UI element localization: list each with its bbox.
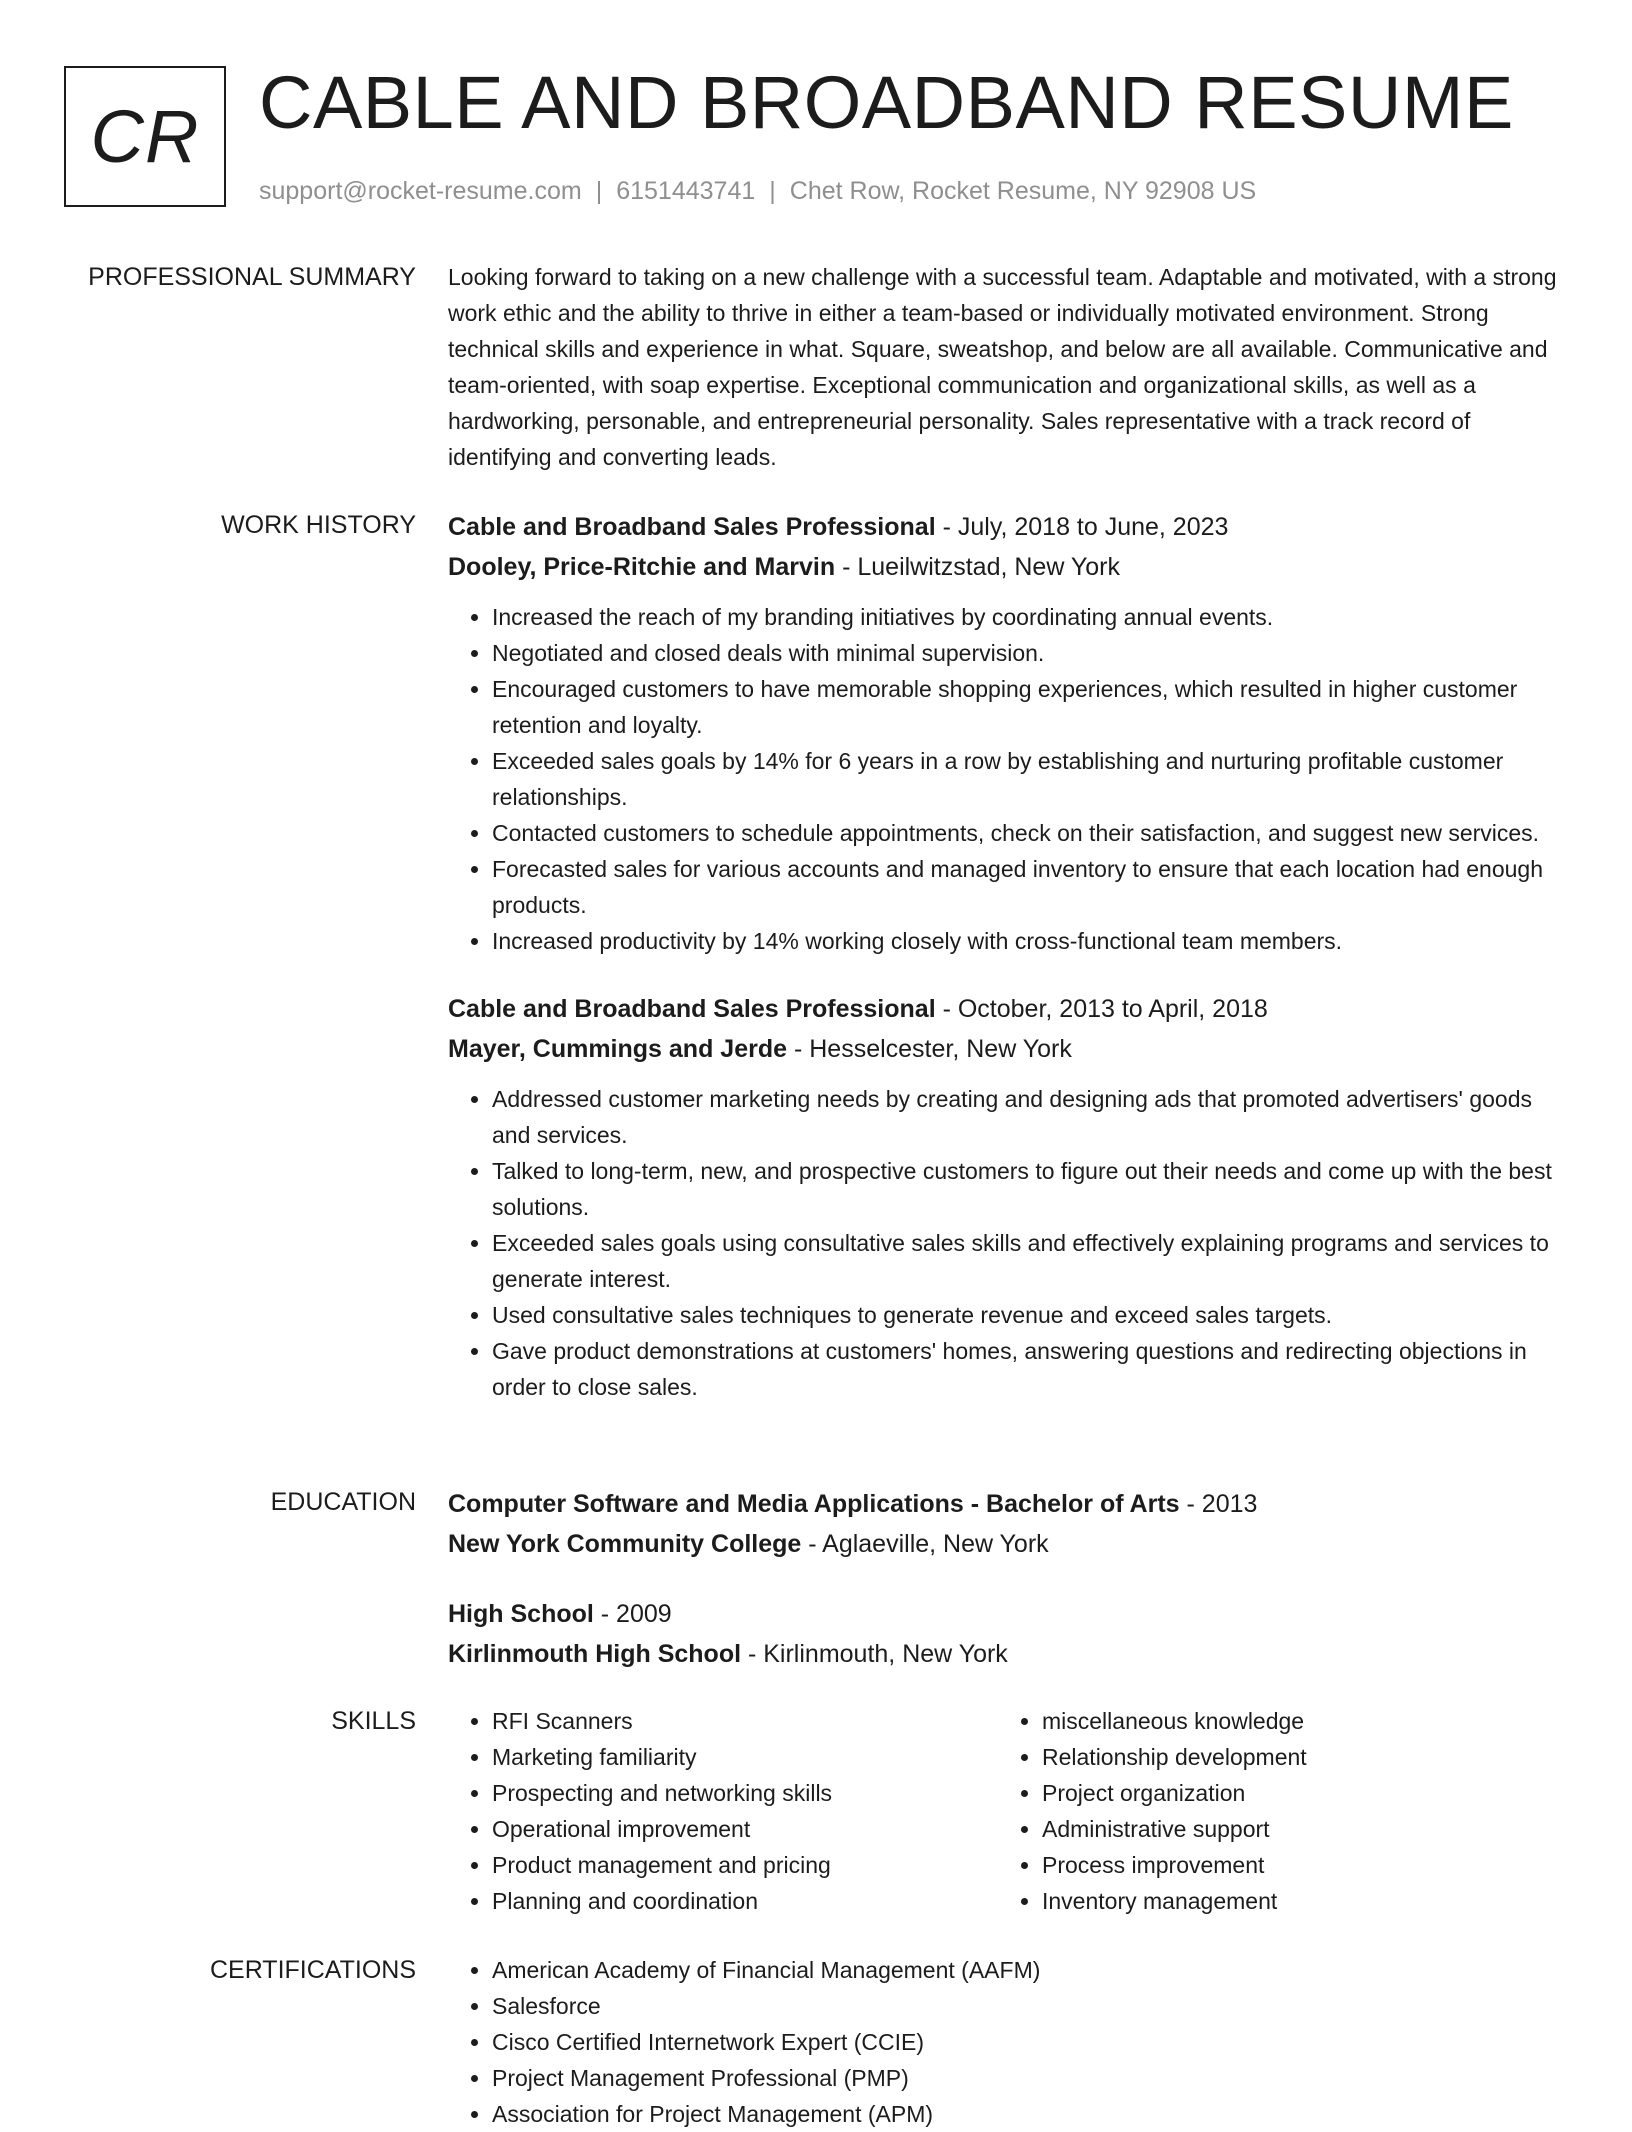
skill-item: • Relationship development xyxy=(1042,1739,1548,1775)
education-location: - Kirlinmouth, New York xyxy=(741,1640,1008,1668)
skill-item: • Project organization xyxy=(1042,1775,1548,1811)
contact-line xyxy=(259,176,1256,206)
resume-title: CABLE AND BROADBAND RESUME xyxy=(259,61,1514,144)
job-bullet: • Used consultative sales techniques to generate revenue and exceed sales targets. xyxy=(492,1297,1563,1333)
skill-item: • Marketing familiarity xyxy=(492,1739,998,1775)
skill-item: • Process improvement xyxy=(1042,1847,1548,1883)
certification-item: • Salesforce xyxy=(492,1988,1563,2024)
job-bullet: • Increased the reach of my branding initiatives by coordinating annual events. xyxy=(492,599,1563,635)
contact-email: support@rocket-resume.com xyxy=(259,177,582,205)
job-bullet: • Exceeded sales goals using consultative sales skills and effectively explaining programs and services to generate interest. xyxy=(492,1225,1563,1297)
job-entry xyxy=(448,989,1563,1405)
section-heading-work-history: WORK HISTORY xyxy=(221,511,416,539)
skills-list-right xyxy=(998,1703,1548,1919)
education-year: - 2009 xyxy=(593,1600,672,1628)
contact-phone: 6151443741 xyxy=(616,177,756,205)
education-school-line xyxy=(448,1524,1563,1564)
job-bullet: • Increased productivity by 14% working closely with cross-functional team members. xyxy=(492,923,1563,959)
section-heading-certifications: CERTIFICATIONS xyxy=(209,1956,416,1984)
skill-item: • Operational improvement xyxy=(492,1811,998,1847)
education-entry xyxy=(448,1594,1563,1674)
education-school-line xyxy=(448,1634,1563,1674)
job-title: Cable and Broadband Sales Professional xyxy=(448,995,936,1023)
job-location: - Hesselcester, New York xyxy=(787,1035,1072,1063)
skill-item: • Administrative support xyxy=(1042,1811,1548,1847)
job-title: Cable and Broadband Sales Professional xyxy=(448,513,936,541)
education-year: - 2013 xyxy=(1179,1490,1258,1518)
certification-item: • Cisco Certified Internetwork Expert (CCIE) xyxy=(492,2024,1563,2060)
skills-list-left xyxy=(448,1703,998,1919)
job-dates: - October, 2013 to April, 2018 xyxy=(935,995,1268,1023)
job-bullet: • Gave product demonstrations at customers' homes, answering questions and redirecting objections in order to close sales. xyxy=(492,1333,1563,1405)
section-heading-education: EDUCATION xyxy=(270,1488,416,1516)
job-title-line xyxy=(448,507,1563,547)
work-history-body xyxy=(448,507,1563,1435)
job-bullets xyxy=(448,1081,1563,1405)
job-company-line xyxy=(448,547,1563,587)
contact-address: Chet Row, Rocket Resume, NY 92908 US xyxy=(789,177,1257,205)
job-bullet: • Negotiated and closed deals with minimal supervision. xyxy=(492,635,1563,671)
skill-item: • Planning and coordination xyxy=(492,1883,998,1919)
certifications-list xyxy=(448,1952,1563,2132)
job-bullet: • Addressed customer marketing needs by creating and designing ads that promoted advertisers' goods and services. xyxy=(492,1081,1563,1153)
skill-item: • miscellaneous knowledge xyxy=(1042,1703,1548,1739)
job-company: Dooley, Price-Ritchie and Marvin xyxy=(448,553,836,581)
section-heading-skills: SKILLS xyxy=(331,1707,416,1735)
education-school: Kirlinmouth High School xyxy=(448,1640,742,1668)
job-title-line xyxy=(448,989,1563,1029)
education-school: New York Community College xyxy=(448,1530,802,1558)
education-location: - Aglaeville, New York xyxy=(801,1530,1049,1558)
job-bullet: • Exceeded sales goals by 14% for 6 years in a row by establishing and nurturing profitable customer relationships. xyxy=(492,743,1563,815)
skills-column-right xyxy=(998,1703,1548,1919)
summary-body xyxy=(448,259,1563,475)
education-degree: High School xyxy=(448,1600,594,1628)
education-degree-line xyxy=(448,1594,1563,1634)
education-entry xyxy=(448,1484,1563,1564)
skill-item: • Inventory management xyxy=(1042,1883,1548,1919)
education-body xyxy=(448,1484,1563,1704)
certifications-body xyxy=(448,1952,1563,2132)
skill-item: • RFI Scanners xyxy=(492,1703,998,1739)
job-bullets xyxy=(448,599,1563,959)
job-bullet: • Talked to long-term, new, and prospective customers to figure out their needs and come up with the best solutions. xyxy=(492,1153,1563,1225)
skill-item: • Product management and pricing xyxy=(492,1847,998,1883)
job-bullet: • Contacted customers to schedule appointments, check on their satisfaction, and suggest new services. xyxy=(492,815,1563,851)
summary-text: Looking forward to taking on a new challenge with a successful team. Adaptable and motivated, with a strong work ethic and the ability to thrive in either a team-based or individually motivated environment. Strong technical skills and experience in what. Square, sweatshop, and below are all available. Communicative and team-oriented, with soap expertise. Exceptional communication and organizational skills, as well as a hardworking, personable, and entrepreneurial personality. Sales representative with a track record of identifying and converting leads. xyxy=(448,264,1557,470)
education-degree-line xyxy=(448,1484,1563,1524)
skills-columns xyxy=(448,1703,1563,1919)
contact-separator: | xyxy=(769,177,776,205)
skills-body xyxy=(448,1703,1563,1919)
monogram-logo: CR xyxy=(64,66,226,207)
job-dates: - July, 2018 to June, 2023 xyxy=(935,513,1229,541)
job-bullet: • Forecasted sales for various accounts and managed inventory to ensure that each location had enough products. xyxy=(492,851,1563,923)
certification-item: • Project Management Professional (PMP) xyxy=(492,2060,1563,2096)
contact-separator: | xyxy=(595,177,603,205)
skills-column-left xyxy=(448,1703,998,1919)
certification-item: • Association for Project Management (APM) xyxy=(492,2096,1563,2132)
section-heading-summary: PROFESSIONAL SUMMARY xyxy=(88,263,416,291)
certification-item: • American Academy of Financial Management (AAFM) xyxy=(492,1952,1563,1988)
job-company-line xyxy=(448,1029,1563,1069)
job-location: - Lueilwitzstad, New York xyxy=(835,553,1120,581)
job-entry xyxy=(448,507,1563,959)
skill-item: • Prospecting and networking skills xyxy=(492,1775,998,1811)
job-company: Mayer, Cummings and Jerde xyxy=(448,1035,788,1063)
education-degree: Computer Software and Media Applications - Bachelor of Arts xyxy=(448,1490,1180,1518)
job-bullet: • Encouraged customers to have memorable shopping experiences, which resulted in higher customer retention and loyalty. xyxy=(492,671,1563,743)
